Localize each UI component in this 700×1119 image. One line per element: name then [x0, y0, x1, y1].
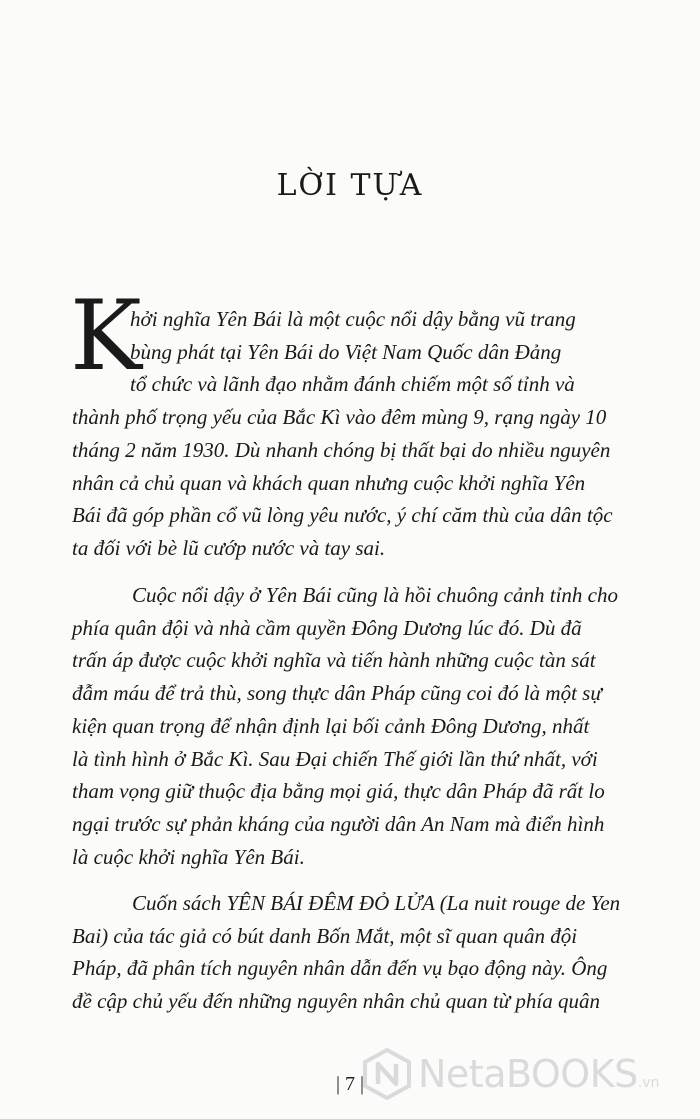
text-line: đề cập chủ yếu đến những nguyên nhân chủ quan từ phía quân [72, 989, 600, 1014]
text-line: hởi nghĩa Yên Bái là một cuộc nổi dậy bằng vũ trang [130, 307, 576, 331]
paragraph-3 [72, 887, 632, 1018]
text-line: tháng 2 năm 1930. Dù nhanh chóng bị thất bại do nhiều nguyên [72, 437, 611, 462]
text-line: bùng phát tại Yên Bái do Việt Nam Quốc dân Đảng [130, 339, 562, 364]
text-line: tổ chức và lãnh đạo nhằm đánh chiếm một số tỉnh và [130, 372, 575, 397]
hexagon-n-icon [362, 1048, 412, 1100]
paragraph-1 [72, 303, 632, 565]
drop-cap: K [70, 280, 142, 392]
text-line: Bái đã góp phần cổ vũ lòng yêu nước, ý chí căm thù của dân tộc [72, 503, 613, 528]
text-line: ta đối với bè lũ cướp nước và tay sai. [72, 535, 386, 560]
text-line: nhân cả chủ quan và khách quan nhưng cuộc khởi nghĩa Yên [72, 470, 586, 495]
page-number: | 7 | [335, 1073, 364, 1095]
text-line: là tình hình ở Bắc Kì. Sau Đại chiến Thế giới lần thứ nhất, với [72, 746, 598, 771]
page-title: LỜI TỰA [276, 168, 424, 203]
text-line: Cuộc nổi dậy ở Yên Bái cũng là hồi chuông cảnh tỉnh cho [132, 583, 618, 607]
text-line: phía quân đội và nhà cầm quyền Đông Dương lúc đó. Dù đã [72, 615, 582, 640]
text-line: tham vọng giữ thuộc địa bằng mọi giá, thực dân Pháp đã rất lo [72, 779, 605, 804]
text-line: Bai) của tác giả có bút danh Bốn Mắt, một sĩ quan quân đội [72, 923, 578, 948]
paragraph-2 [72, 579, 632, 873]
text-line: kiện quan trọng để nhận định lại bối cảnh Đông Dương, nhất [72, 713, 590, 738]
text-line: là cuộc khởi nghĩa Yên Bái. [72, 844, 305, 869]
watermark-logo [362, 1048, 692, 1100]
text-line: Pháp, đã phân tích nguyên nhân dẫn đến vụ bạo động này. Ông [72, 956, 608, 981]
text-line: thành phố trọng yếu của Bắc Kì vào đêm mùng 9, rạng ngày 10 [72, 405, 607, 430]
text-line: ngại trước sự phản kháng của người dân An Nam mà điển hình [72, 811, 605, 836]
watermark-brand: NetaBOOKS [418, 1052, 638, 1096]
text-line: trấn áp được cuộc khởi nghĩa và tiến hành những cuộc tàn sát [72, 648, 596, 673]
text-line: Cuốn sách YÊN BÁI ĐÊM ĐỎ LỬA (La nuit rouge de Yen [132, 891, 621, 915]
watermark-suffix: .vn [637, 1075, 660, 1091]
text-line: đẫm máu để trả thù, song thực dân Pháp cũng coi đó là một sự [72, 681, 602, 706]
